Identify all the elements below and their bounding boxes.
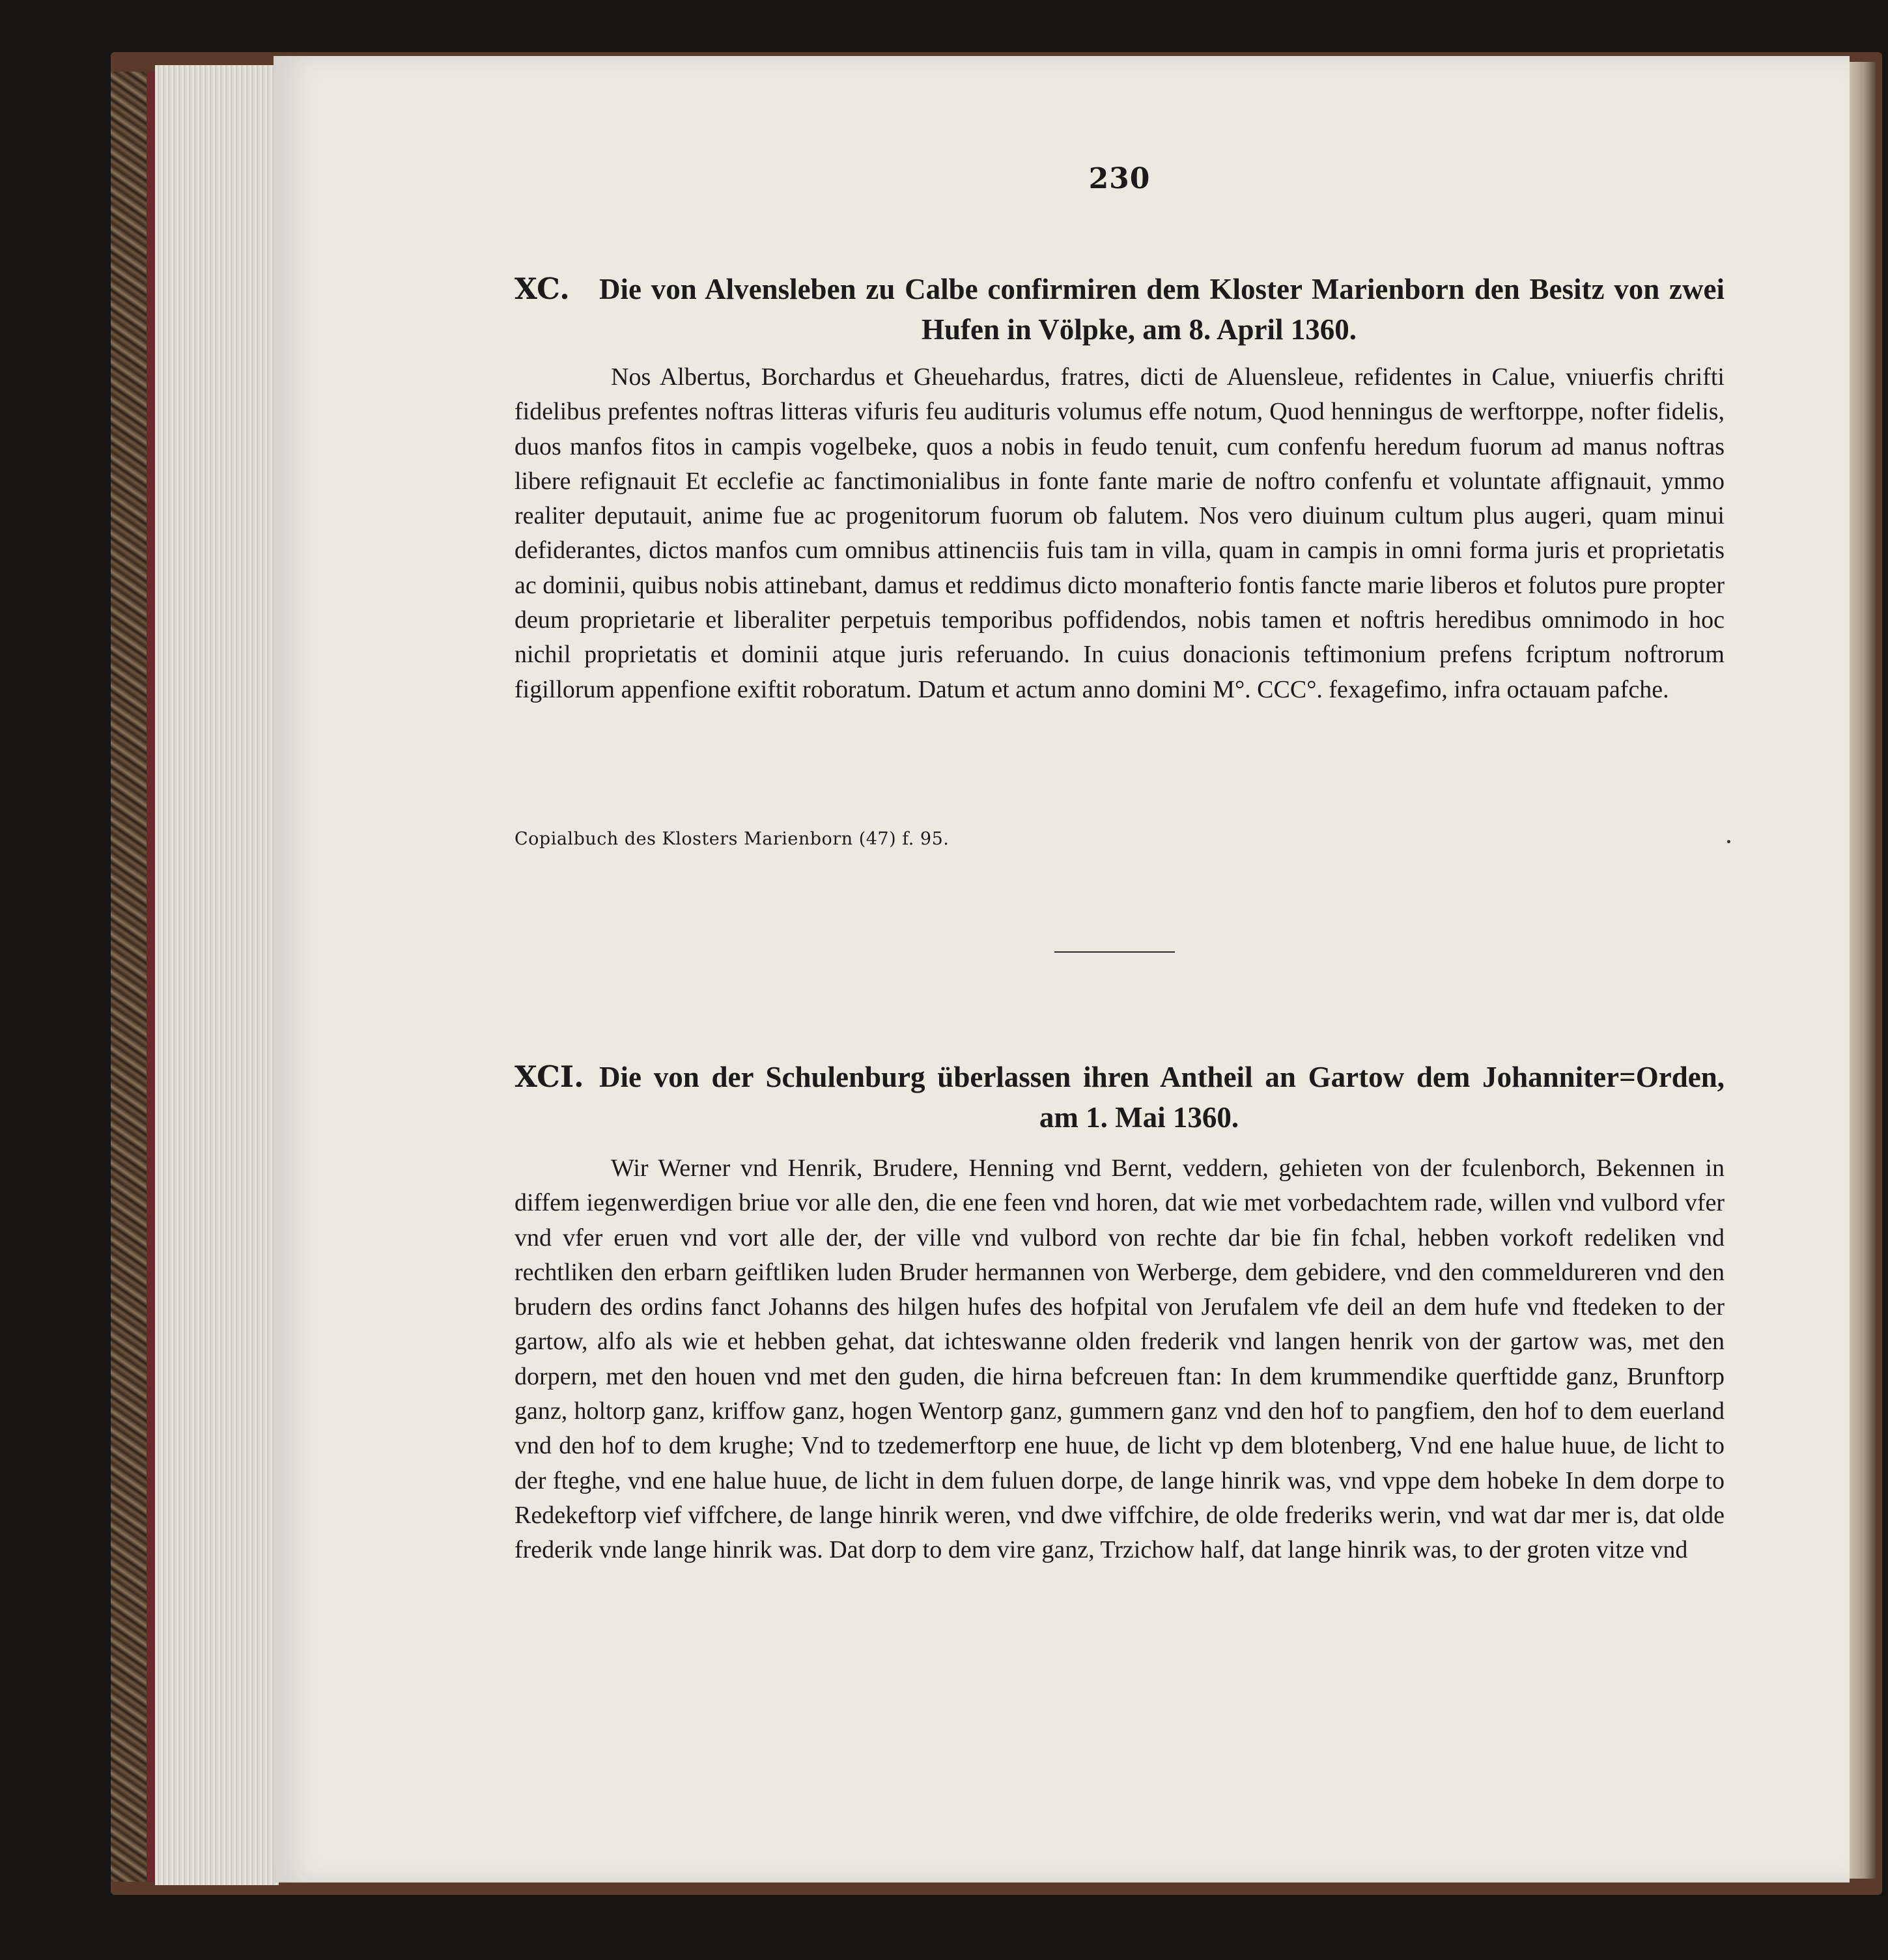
doc-number: XCI. — [514, 1059, 584, 1094]
page-edges — [155, 65, 279, 1885]
specks — [1727, 840, 1730, 843]
doc-heading-line1 — [514, 269, 1725, 309]
doc-title-line1: Die von der Schulenburg überlassen ihren Antheil an Gartow dem Johanniter=Orden, — [599, 1061, 1725, 1093]
doc-number: XC. — [514, 272, 570, 306]
doc-heading-xci — [514, 1057, 1725, 1138]
doc-body-xc: Nos Albertus, Borchardus et Gheuehardus, fratres, dicti de Aluensleue, refidentes in Calue, vniuerfis chrifti fidelibus prefentes noftras litteras vifuris feu audituris volumus effe notum, Quod henningus de werftorppe, nofter fidelis, duos manfos fitos in campis vogelbeke, quos a nobis in feudo tenuit, cum confenfu heredum fuorum ad manus noftras libere refignauit Et ecclefie ac fanctimonialibus in fonte fante marie de noftro confenfu et voluntate affignauit, ymmo realiter deputauit, anime fue ac progenitorum fuorum ob falutem. Nos vero diuinum cultum plus augeri, quam minui defiderantes, dictos manfos cum omnibus attinenciis fuis tam in villa, quam in campis in omni forma juris et proprietatis ac dominii, quibus nobis attinebant, damus et reddimus dicto monafterio fontis fancte marie liberos et folutos pure propter deum proprietarie et liberaliter perpetuis temporibus poffidendos, nobis tamen et noftris heredibus omnimodo in hoc nichil proprietatis et dominii atque juris referuando. In cuius donacionis teftimonium prefens fcriptum noftrorum figillorum appenfione exiftit roboratum. Datum et actum anno domini M°. CCC°. fexagefimo, infra octauam pafche. — [514, 363, 1725, 703]
doc-title-line1: Die von Alvensleben zu Calbe confirmiren dem Kloster Marienborn den Besitz von zwei — [599, 273, 1725, 305]
section-divider — [1054, 951, 1175, 953]
doc-body-xci: Wir Werner vnd Henrik, Brudere, Henning vnd Bernt, veddern, gehieten von der fculenborch, Bekennen in diffem iegenwerdigen briue vor alle den, die ene feen vnd horen, dat wie met vorbedachtem rade, willen vnd vulbord vfer vnd vfer eruen vnd vort alle der, der ville vnd vulbord von rechte dar bie fin fchal, hebben vorkoft redeliken vnd rechtliken den erbarn geiftliken luden Bruder hermannen von Werberge, dem gebidere, vnd den commeldureren vnd den brudern des ordins fanct Johanns des hilgen hufes des hofpital von Jerufalem vfe deil an dem hufe vnd ftedeken to der gartow, alfo als wie et hebben gehat, dat ichteswanne olden frederik vnd langen henrik von der gartow was, met den dorpern, met den houen vnd met den guden, die hirna befcreuen ftan: In dem krummendike querftidde ganz, Brunftorp ganz, holtorp ganz, kriffow ganz, hogen Wentorp ganz, gummern ganz vnd den hof to pangfiem, den hof to dem euerland vnd den hof to dem krughe; Vnd to tzedemerftorp ene huue, de licht vp dem blotenberg, Vnd ene halue huue, de licht to der fteghe, vnd ene halue huue, de licht in dem fuluen dorpe, de lange hinrik was, vnd vppe dem hobeke In dem dorpe to Redekeftorp vief viffchere, de lange hinrik weren, vnd dwe viffchire, de olde frederiks werin, vnd wat dar mer is, dat olde frederik vnde lange hinrik was. Dat dorp to dem vire ganz, Trzichow half, dat lange hinrik was, to der groten vitze vnd — [514, 1155, 1725, 1564]
source-citation: Copialbuch des Klosters Marienborn (47) f. 95. — [514, 829, 950, 849]
doc-title-line2: am 1. Mai 1360. — [1039, 1101, 1239, 1134]
doc-heading-xc — [514, 269, 1725, 350]
doc-heading-line1 — [514, 1057, 1725, 1097]
page-number: 230 — [1088, 162, 1151, 195]
doc-title-line2: Hufen in Völpke, am 8. April 1360. — [921, 313, 1357, 346]
